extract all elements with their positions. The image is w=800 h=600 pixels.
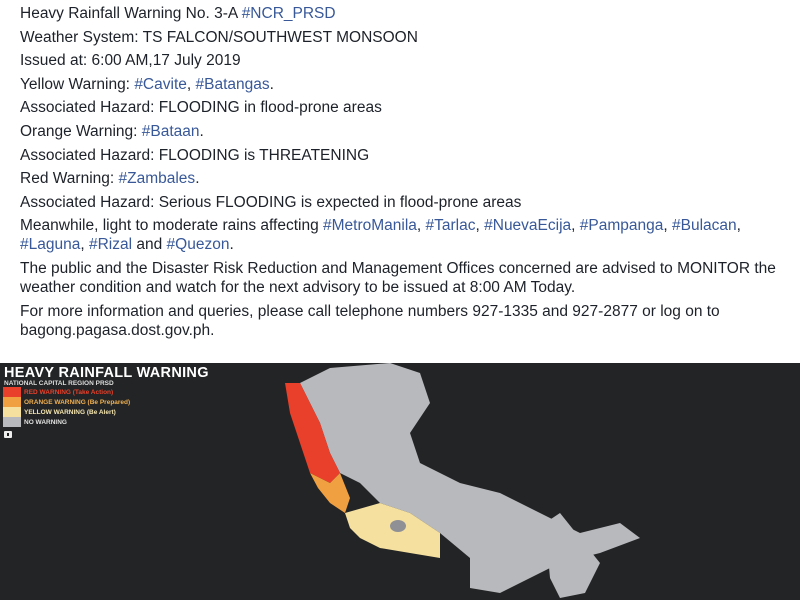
post-text-segment: .	[269, 75, 274, 93]
post-text-segment: Meanwhile, light to moderate rains affecting	[20, 217, 323, 235]
post-paragraph	[20, 302, 790, 340]
post-paragraph	[20, 98, 790, 117]
legend-swatch	[3, 397, 21, 407]
post-paragraph	[20, 75, 790, 94]
post-text-segment: .	[195, 170, 200, 188]
rainfall-warning-map	[0, 363, 800, 600]
hashtag-link[interactable]: #NCR_PRSD	[241, 5, 336, 22]
hashtag-link[interactable]: #Bulacan	[672, 217, 737, 235]
post-paragraph	[20, 146, 790, 165]
hashtag-link[interactable]: #NuevaEcija	[484, 217, 572, 235]
hashtag-link[interactable]: #Batangas	[195, 75, 270, 93]
post-text-segment: ,	[416, 217, 426, 235]
legend-label: YELLOW WARNING (Be Alert)	[24, 408, 116, 416]
laguna-lake	[390, 520, 406, 532]
post-text-segment: ,	[736, 217, 741, 235]
post-text-segment: ,	[663, 217, 672, 235]
post-paragraph	[20, 216, 790, 254]
post-text-segment: .	[199, 122, 204, 140]
post-paragraph	[20, 51, 790, 70]
legend-swatch	[3, 417, 21, 427]
hashtag-link[interactable]: #Pampanga	[579, 217, 664, 235]
hashtag-link[interactable]: #Quezon	[166, 236, 230, 254]
region-no-warning-east	[545, 513, 600, 598]
post-text-segment: Red Warning:	[20, 170, 119, 188]
legend-label: RED WARNING (Take Action)	[24, 388, 114, 396]
hashtag-link[interactable]: #Laguna	[20, 236, 81, 254]
post-text-segment: Associated Hazard: Serious FLOODING is expected in flood-prone areas	[20, 193, 522, 211]
map-subtitle: NATIONAL CAPITAL REGION PRSD	[4, 380, 114, 387]
post-paragraph	[20, 122, 790, 141]
legend-swatch	[3, 387, 21, 397]
hashtag-link[interactable]: #Tarlac	[425, 217, 476, 235]
legend-item	[3, 397, 130, 407]
post-text-segment: Associated Hazard: FLOODING in flood-prone areas	[20, 99, 382, 117]
post-text-segment: .	[229, 236, 234, 254]
post-text-segment: and	[132, 236, 167, 254]
post-text-segment: ,	[80, 236, 89, 254]
hashtag-link[interactable]: #Rizal	[88, 236, 133, 254]
legend-label: ORANGE WARNING (Be Prepared)	[24, 398, 131, 406]
map-legend	[3, 387, 130, 427]
info-icon[interactable]	[4, 431, 12, 438]
post-text-segment: Orange Warning:	[20, 122, 142, 140]
hashtag-link[interactable]: #Cavite	[134, 75, 187, 93]
post-paragraph	[20, 28, 790, 47]
post-paragraph	[20, 193, 790, 212]
post-text-segment: Weather System: TS FALCON/SOUTHWEST MONSOON	[20, 28, 418, 46]
hashtag-link[interactable]: #MetroManila	[323, 217, 417, 235]
legend-label: NO WARNING	[24, 418, 67, 426]
legend-swatch	[3, 407, 21, 417]
post-text-segment: ,	[186, 75, 196, 93]
post-paragraph	[20, 4, 790, 23]
post-text-segment: Issued at: 6:00 AM,17 July 2019	[20, 52, 241, 70]
legend-item	[3, 417, 130, 427]
hashtag-link[interactable]: #Bataan	[141, 122, 200, 140]
post-text	[20, 4, 790, 344]
post-text-segment: The public and the Disaster Risk Reduction and Management Offices concerned are advised to MONITOR the weather condition and watch for the next advisory to be issued at 8:00 AM Today.	[20, 259, 776, 296]
post-text-segment: Heavy Rainfall Warning No. 3-A	[20, 5, 242, 22]
post-text-segment: Yellow Warning:	[20, 75, 135, 93]
post-text-segment: ,	[475, 217, 485, 235]
map-title: HEAVY RAINFALL WARNING	[4, 365, 209, 381]
post-text-segment: Associated Hazard: FLOODING is THREATENING	[20, 146, 370, 164]
hashtag-link[interactable]: #Zambales	[118, 170, 196, 188]
post-text-segment: For more information and queries, please call telephone numbers 927-1335 and 927-2877 or log on to bagong.pagasa.dost.gov.ph.	[20, 302, 720, 339]
legend-item	[3, 407, 130, 417]
post-paragraph	[20, 169, 790, 188]
legend-item	[3, 387, 130, 397]
post-text-segment: ,	[571, 217, 580, 235]
post-paragraph	[20, 259, 790, 297]
